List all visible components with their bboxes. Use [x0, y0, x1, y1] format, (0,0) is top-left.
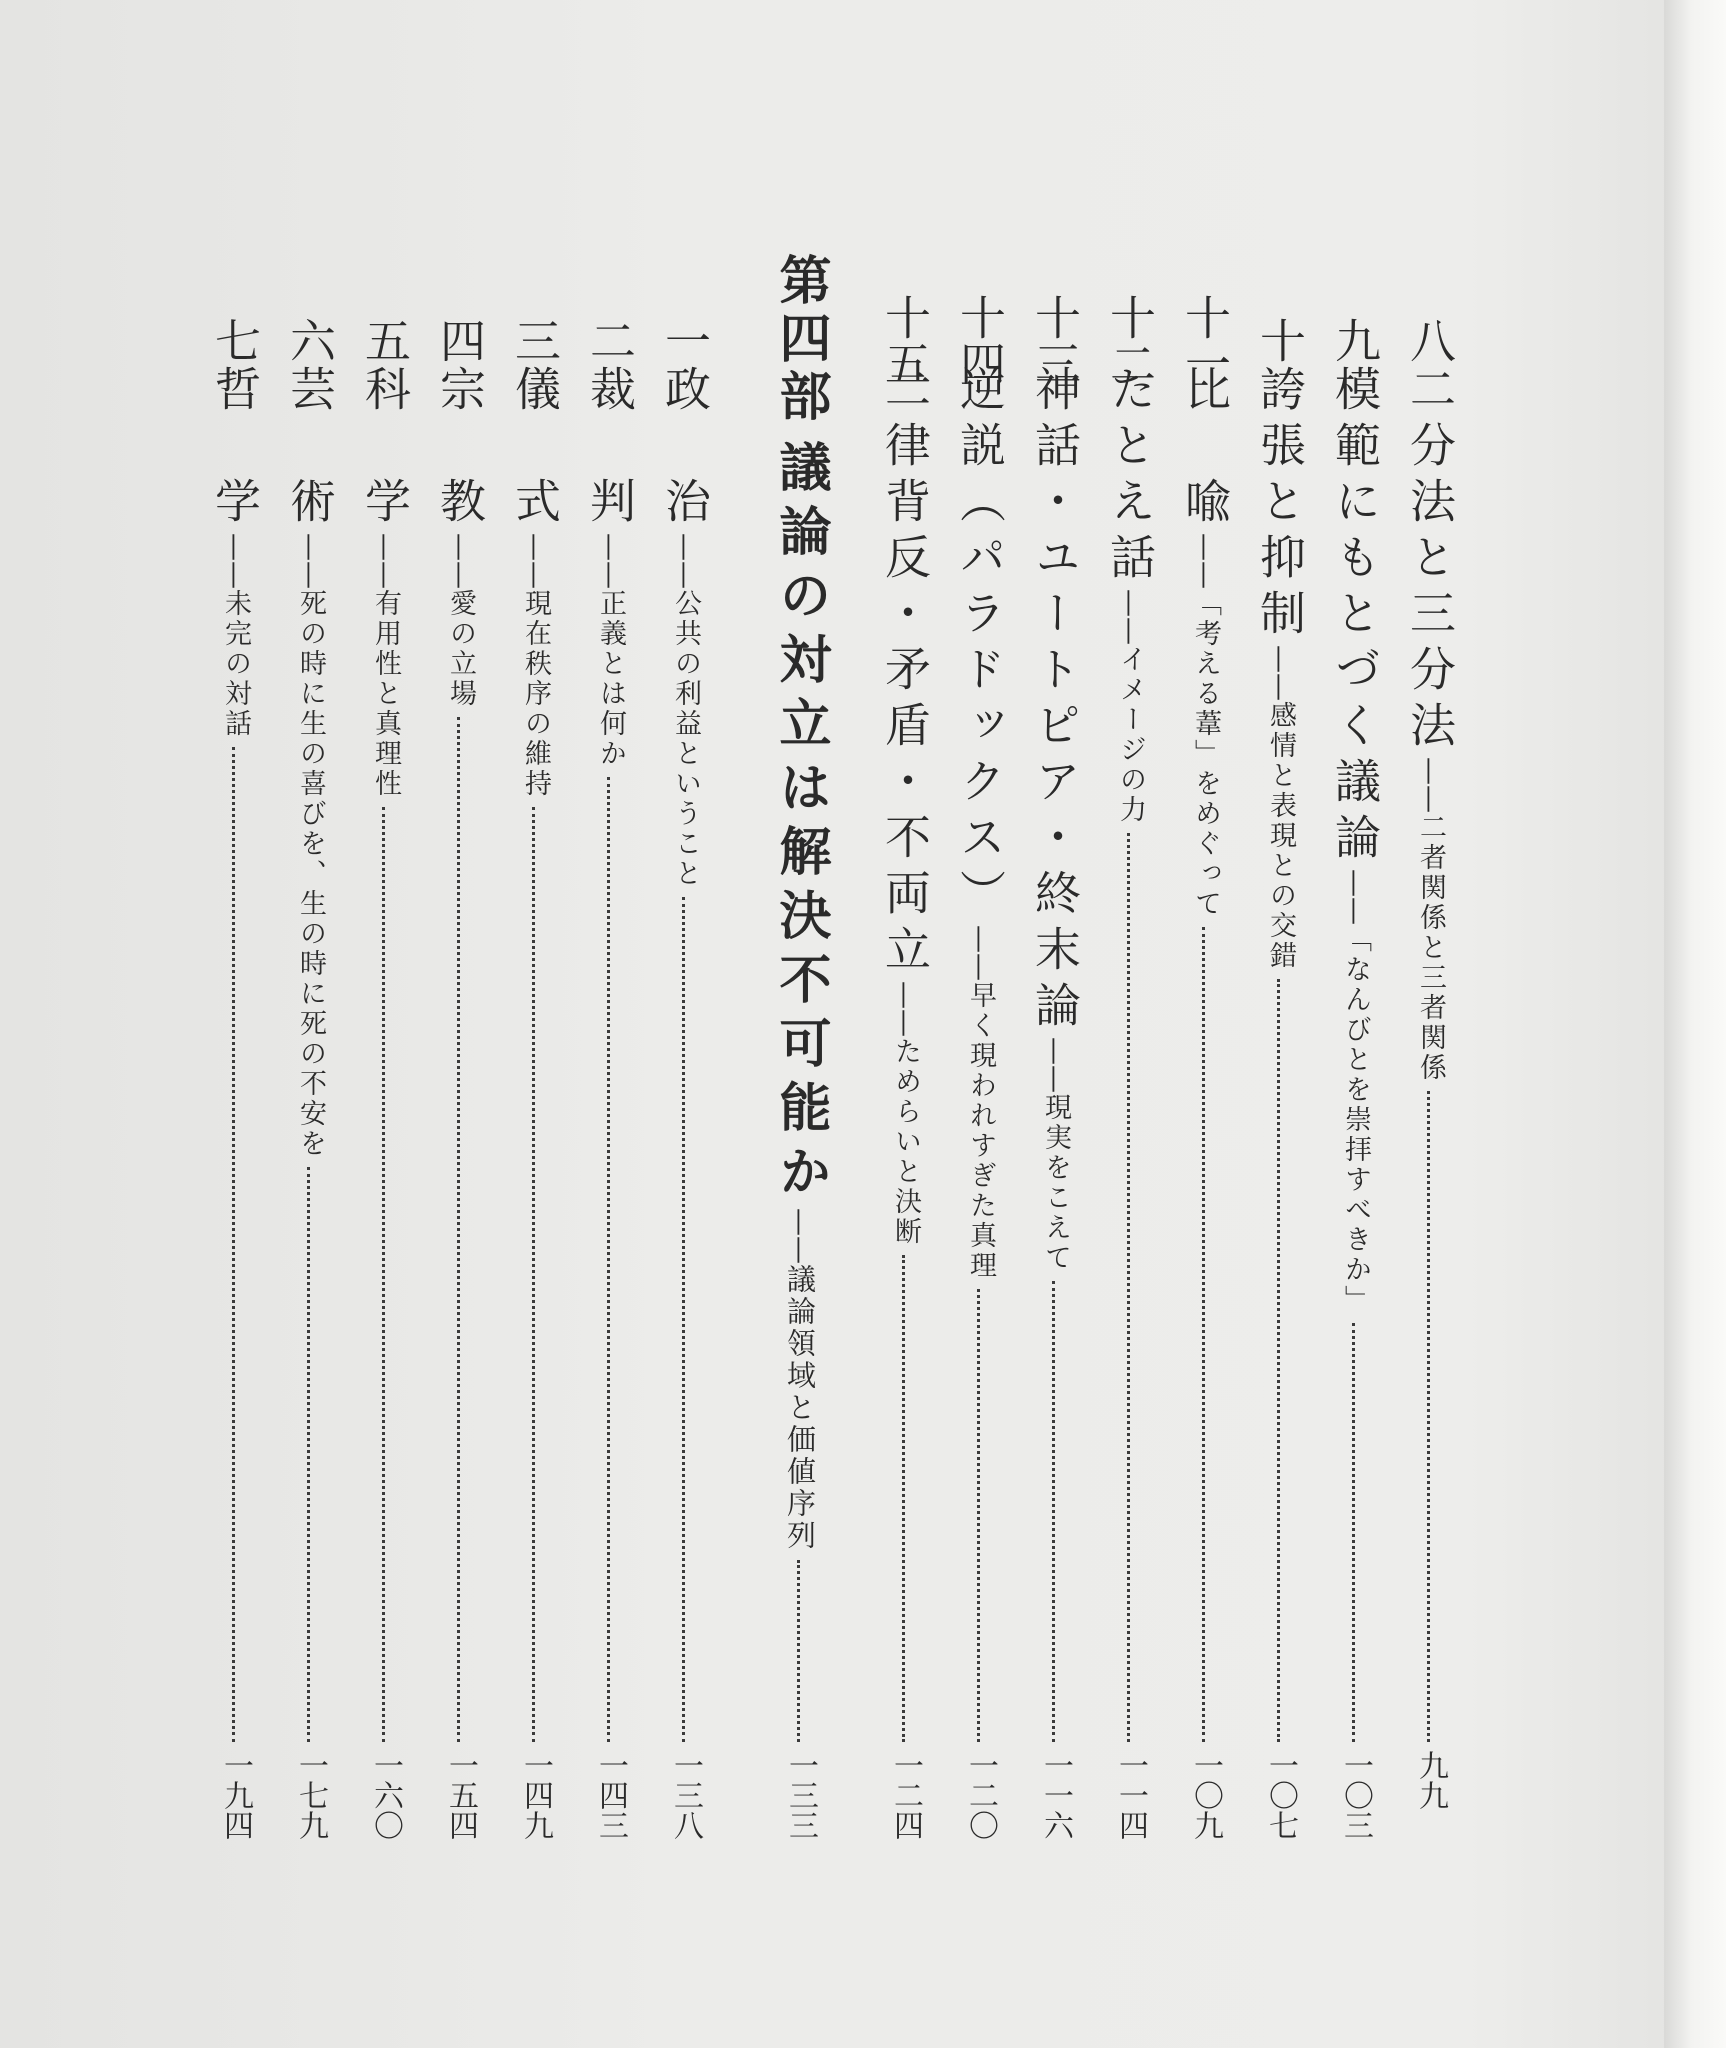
chapter-number: 十四: [953, 294, 1007, 386]
chapter-title: 政 治: [658, 365, 712, 533]
em-dash-separator: ——: [219, 533, 252, 589]
chapter-subtitle: 死の時に生の喜びを、生の時に死の不安を: [295, 589, 326, 1159]
chapter-title-block: [1330, 365, 1380, 1315]
chapter-subtitle: 正義とは何か: [595, 589, 626, 769]
chapter-number: 七: [208, 317, 262, 363]
chapter-subtitle: 早く現われすぎた真理: [965, 981, 996, 1281]
page-number: 一一六: [1038, 1750, 1073, 1840]
em-dash-separator: ——: [1264, 645, 1297, 701]
chapter-title: たとえ話: [1103, 365, 1157, 589]
page-number: 一九四: [218, 1750, 253, 1840]
chapter-title: 二律背反・矛盾・不両立: [878, 365, 932, 981]
chapter-number: 八: [1403, 317, 1457, 363]
chapter-title-block: [1105, 365, 1155, 825]
chapter-title: 議論の対立は解決不可能か: [770, 440, 831, 1208]
chapter-number: 四: [433, 317, 487, 363]
dot-leader: [382, 807, 385, 1742]
page-number: 一五四: [443, 1750, 478, 1840]
page-number: 一四三: [593, 1750, 628, 1840]
chapter-subtitle: イメージの力: [1115, 645, 1146, 825]
page-number: 一四九: [518, 1750, 553, 1840]
em-dash-separator: ——: [1189, 533, 1222, 589]
dot-leader: [1202, 927, 1205, 1742]
chapter-title-block: [770, 440, 831, 1552]
chapter-title-block: [1405, 365, 1455, 1083]
chapter-title-block: [585, 365, 635, 769]
chapter-title-block: [510, 365, 560, 799]
chapter-title: 神話・ユートピア・終末論: [1028, 365, 1082, 1037]
chapter-title-block: [285, 365, 335, 1159]
chapter-subtitle: 現実をこえて: [1040, 1093, 1071, 1273]
dot-leader: [682, 897, 685, 1742]
toc-entry[interactable]: [1180, 250, 1230, 1840]
toc-entry[interactable]: [660, 250, 710, 1840]
toc-entry[interactable]: [510, 250, 560, 1840]
dot-leader: [1127, 833, 1130, 1742]
em-dash-separator: ——: [294, 533, 327, 589]
em-dash-separator: ——: [964, 925, 997, 981]
toc-entry[interactable]: [435, 250, 485, 1840]
page-number: 一六〇: [368, 1750, 403, 1840]
toc-entry[interactable]: [585, 250, 635, 1840]
chapter-title: 科 学: [358, 365, 412, 533]
chapter-title: 比 喩: [1178, 365, 1232, 533]
chapter-title-block: [955, 365, 1005, 1281]
chapter-number: 第四部: [770, 253, 831, 427]
page-edge: [1664, 0, 1726, 2048]
em-dash-separator: ——: [369, 533, 402, 589]
page-number: 一三八: [668, 1750, 703, 1840]
chapter-subtitle: 感情と表現との交錯: [1265, 701, 1296, 971]
page-number: 一七九: [293, 1750, 328, 1840]
dot-leader: [1277, 979, 1280, 1742]
em-dash-separator: ——: [669, 533, 702, 589]
toc-entry[interactable]: [1330, 250, 1380, 1840]
em-dash-separator: ——: [1039, 1037, 1072, 1093]
dot-leader: [232, 747, 235, 1742]
chapter-title: 二分法と三分法: [1403, 365, 1457, 757]
chapter-subtitle: 「考える葦」をめぐって: [1190, 589, 1221, 919]
toc-entry[interactable]: [880, 250, 930, 1840]
chapter-subtitle: ためらいと決断: [890, 1037, 921, 1247]
chapter-title-block: [880, 365, 930, 1247]
toc-entry[interactable]: [210, 250, 260, 1840]
chapter-title-block: [360, 365, 410, 799]
chapter-subtitle: 愛の立場: [445, 589, 476, 709]
chapter-title: 裁 判: [583, 365, 637, 533]
em-dash-separator: ——: [444, 533, 477, 589]
chapter-number: 一: [658, 317, 712, 363]
em-dash-separator: ——: [784, 1208, 817, 1264]
toc-entry[interactable]: [1405, 250, 1455, 1840]
toc-entry[interactable]: [955, 250, 1005, 1840]
page-number: 一〇九: [1188, 1750, 1223, 1840]
chapter-subtitle: 未完の対話: [220, 589, 251, 739]
toc-entry[interactable]: [1255, 250, 1305, 1840]
dot-leader: [797, 1560, 800, 1742]
dot-leader: [977, 1289, 980, 1742]
chapter-title: 芸 術: [283, 365, 337, 533]
dot-leader: [902, 1255, 905, 1742]
page-number: 一二〇: [963, 1750, 998, 1840]
page-number: 一三三: [783, 1750, 818, 1840]
chapter-subtitle: 有用性と真理性: [370, 589, 401, 799]
dot-leader: [532, 807, 535, 1742]
em-dash-separator: ——: [889, 981, 922, 1037]
chapter-title-block: [1180, 365, 1230, 919]
dot-leader: [1352, 1323, 1355, 1742]
chapter-title-block: [210, 365, 260, 739]
em-dash-separator: ——: [1414, 757, 1447, 813]
chapter-number: 二: [583, 317, 637, 363]
chapter-subtitle: 議論領域と価値序列: [783, 1264, 817, 1552]
page-number: 一〇七: [1263, 1750, 1298, 1840]
chapter-title-block: [435, 365, 485, 709]
em-dash-separator: ——: [1339, 869, 1372, 925]
em-dash-separator: ——: [594, 533, 627, 589]
chapter-title: 儀 式: [508, 365, 562, 533]
chapter-title: 逆説（パラドックス）: [953, 365, 1007, 925]
toc-entry[interactable]: [285, 250, 335, 1840]
chapter-number: 十三: [1028, 294, 1082, 386]
dot-leader: [607, 777, 610, 1742]
chapter-number: 五: [358, 317, 412, 363]
chapter-title-block: [1255, 365, 1305, 971]
em-dash-separator: ——: [1114, 589, 1147, 645]
toc-entry[interactable]: [1105, 250, 1155, 1840]
dot-leader: [457, 717, 460, 1742]
chapter-title-block: [660, 365, 710, 889]
chapter-number: 九: [1328, 317, 1382, 363]
chapter-number: 十五: [878, 294, 932, 386]
chapter-number: 十一: [1178, 294, 1232, 386]
chapter-title: 宗 教: [433, 365, 487, 533]
chapter-subtitle: 現在秩序の維持: [520, 589, 551, 799]
toc-entry[interactable]: [360, 250, 410, 1840]
toc-entry[interactable]: [1030, 250, 1080, 1840]
em-dash-separator: ——: [519, 533, 552, 589]
page-number: 一〇三: [1338, 1750, 1373, 1840]
chapter-number: 六: [283, 317, 337, 363]
chapter-title-block: [1030, 365, 1080, 1273]
dot-leader: [1427, 1091, 1430, 1742]
page-number: 一二四: [888, 1750, 923, 1840]
dot-leader: [1052, 1281, 1055, 1742]
chapter-subtitle: 「なんびとを崇拝すべきか」: [1340, 925, 1371, 1315]
page-number: 九九: [1413, 1750, 1448, 1810]
chapter-subtitle: 公共の利益ということ: [670, 589, 701, 889]
chapter-title: 哲 学: [208, 365, 262, 533]
chapter-number: 十: [1253, 317, 1307, 363]
toc-entry[interactable]: [770, 250, 831, 1840]
chapter-title: 誇張と抑制: [1253, 365, 1307, 645]
page-number: 一一四: [1113, 1750, 1148, 1840]
chapter-title: 模範にもとづく議論: [1328, 365, 1382, 869]
chapter-number: 三: [508, 317, 562, 363]
chapter-subtitle: 二者関係と三者関係: [1415, 813, 1446, 1083]
dot-leader: [307, 1167, 310, 1742]
chapter-number: 十二: [1103, 294, 1157, 386]
